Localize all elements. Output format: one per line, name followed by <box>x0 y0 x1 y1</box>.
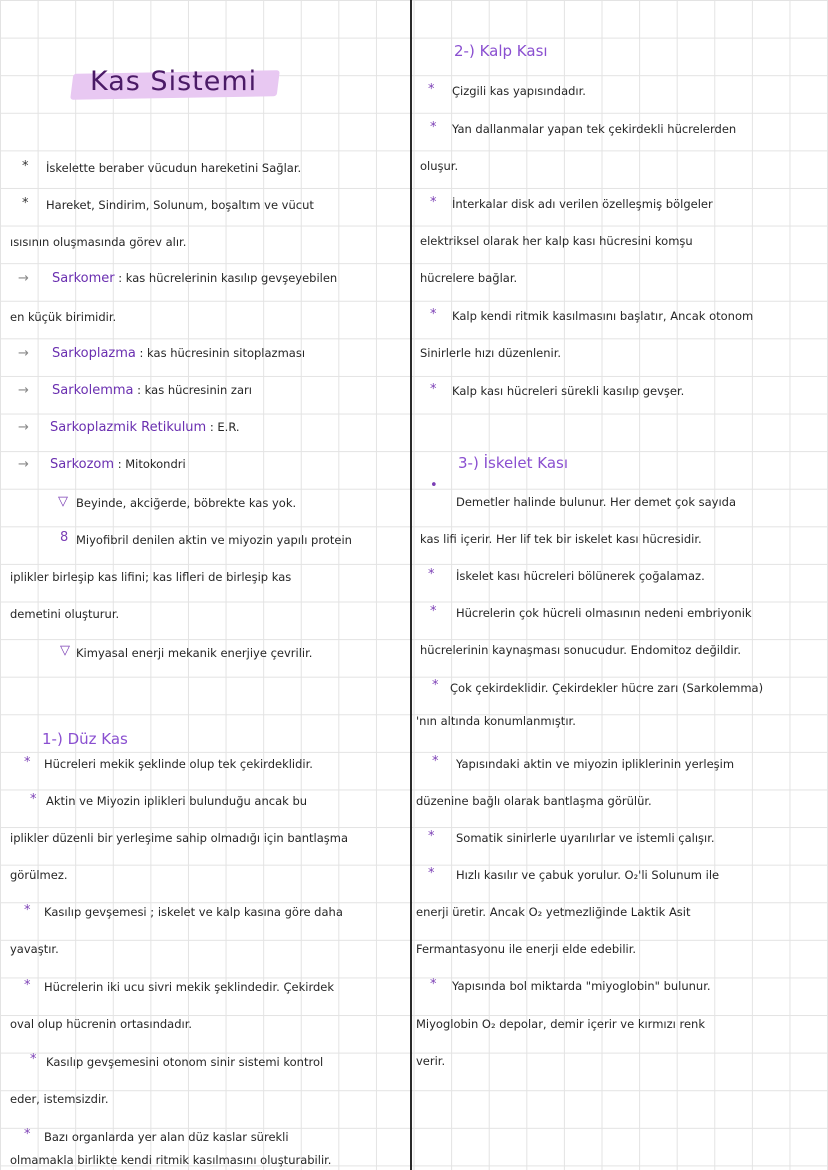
section-1-line: görülmez. <box>10 868 68 882</box>
section-1-title: 1-) Düz Kas <box>42 730 128 748</box>
section-1-line: Bazı organlarda yer alan düz kaslar sürekli <box>44 1130 289 1144</box>
section-3-line: düzenine bağlı olarak bantlaşma görülür. <box>416 794 652 808</box>
definition-item <box>52 382 252 399</box>
definition-text: : E.R. <box>209 420 240 434</box>
section-3-line: enerji üretir. Ancak O₂ yetmezliğinde Laktik Asit <box>416 905 691 919</box>
section-3-line: Fermantasyonu ile enerji elde edebilir. <box>416 942 637 956</box>
section-3-line: Yapısındaki aktin ve miyozin ipliklerinin yerleşim <box>456 757 735 771</box>
triangle-bullet: ▽ <box>58 494 68 509</box>
section-1-line: Kasılıp gevşemesi ; iskelet ve kalp kasına göre daha <box>44 905 343 919</box>
intro-line: İskelette beraber vücudun hareketini Sağlar. <box>46 161 302 175</box>
star-bullet: * <box>428 567 435 582</box>
section-3-title: 3-) İskelet Kası <box>458 454 568 472</box>
section-3-line: kas lifi içerir. Her lif tek bir iskelet kası hücresidir. <box>420 532 702 546</box>
star-bullet: * <box>428 82 435 97</box>
page-title: Kas Sistemi <box>90 66 258 97</box>
star-bullet: * <box>432 678 439 693</box>
star-bullet: * <box>432 754 439 769</box>
note-line: demetini oluşturur. <box>10 607 120 621</box>
section-3-line: Yapısında bol miktarda "miyoglobin" bulunur. <box>452 979 711 993</box>
intro-line: ısısının oluşmasında görev alır. <box>10 235 187 249</box>
section-3-line: Demetler halinde bulunur. Her demet çok sayıda <box>456 495 737 509</box>
section-2-title: 2-) Kalp Kası <box>454 42 548 60</box>
section-3-line: Hızlı kasılır ve çabuk yorulur. O₂'li Solunum ile <box>456 868 720 882</box>
star-bullet: * <box>428 866 435 881</box>
star-bullet: * <box>30 792 37 807</box>
note-line: Miyofibril denilen aktin ve miyozin yapılı protein <box>76 533 352 547</box>
section-1-line: yavaştır. <box>10 942 59 956</box>
section-3-line: İskelet kası hücreleri bölünerek çoğalamaz. <box>456 569 705 583</box>
definition-item <box>50 419 240 436</box>
star-bullet: * <box>430 195 437 210</box>
arrow-bullet: → <box>18 420 29 435</box>
definition-text: : Mitokondri <box>117 457 186 471</box>
sarkomer-line-2: en küçük birimidir. <box>10 310 117 324</box>
section-3-line: verir. <box>416 1054 446 1068</box>
section-1-line: olmamakla birlikte kendi ritmik kasılmasını oluşturabilir. <box>10 1153 332 1167</box>
sarkomer-line <box>52 270 337 287</box>
star-bullet: * <box>430 382 437 397</box>
dot-bullet: • <box>430 478 438 493</box>
definition-term: Sarkoplazmik Retikulum <box>50 420 207 435</box>
star-bullet: * <box>24 903 31 918</box>
section-3-line: hücrelerinin kaynaşması sonucudur. Endomitoz değildir. <box>420 643 742 657</box>
section-1-line: Aktin ve Miyozin iplikleri bulunduğu ancak bu <box>46 794 308 808</box>
star-bullet: * <box>428 829 435 844</box>
section-1-line: eder, istemsizdir. <box>10 1092 109 1106</box>
eight-bullet: 8 <box>60 530 69 545</box>
definition-text: : kas hücresinin sitoplazması <box>139 346 306 360</box>
section-3-line: Somatik sinirlerle uyarılırlar ve istemli çalışır. <box>456 831 715 845</box>
sarkomer-text: : kas hücrelerinin kasılıp gevşeyebilen <box>118 271 338 285</box>
section-2-line: Kalp kası hücreleri sürekli kasılıp gevşer. <box>452 384 685 398</box>
intro-line: Hareket, Sindirim, Solunum, boşaltım ve vücut <box>46 198 314 212</box>
note-line: Kimyasal enerji mekanik enerjiye çevrilir. <box>76 646 313 660</box>
star-bullet: * <box>24 755 31 770</box>
note-line: iplikler birleşip kas lifini; kas lifleri de birleşip kas <box>10 570 292 584</box>
section-1-line: Hücreleri mekik şeklinde olup tek çekirdeklidir. <box>44 757 313 771</box>
section-3-line: Hücrelerin çok hücreli olmasının nedeni embriyonik <box>456 606 752 620</box>
definition-text: : kas hücresinin zarı <box>137 383 252 397</box>
definition-term: Sarkoplazma <box>52 346 136 361</box>
section-1-line: Hücrelerin iki ucu sivri mekik şeklindedir. Çekirdek <box>44 980 335 994</box>
star-bullet: * <box>430 604 437 619</box>
section-2-line: Kalp kendi ritmik kasılmasını başlatır, Ancak otonom <box>452 309 754 323</box>
triangle-bullet: ▽ <box>60 643 70 658</box>
section-1-line: oval olup hücrenin ortasındadır. <box>10 1017 193 1031</box>
section-2-line: Çizgili kas yapısındadır. <box>452 84 586 98</box>
column-divider <box>410 0 412 1170</box>
section-3-line: 'nın altında konumlanmıştır. <box>416 714 576 728</box>
section-2-line: elektriksel olarak her kalp kası hücresini komşu <box>420 234 693 248</box>
star-bullet: * <box>24 1127 31 1142</box>
definition-item <box>52 345 305 362</box>
definition-term: Sarkozom <box>50 457 115 472</box>
section-2-line: İnterkalar disk adı verilen özelleşmiş bölgeler <box>452 197 713 211</box>
section-2-line: Sinirlerle hızı düzenlenir. <box>420 346 562 360</box>
definition-item <box>50 456 186 473</box>
star-bullet: * <box>30 1052 37 1067</box>
note-line: Beyinde, akciğerde, böbrekte kas yok. <box>76 496 297 510</box>
star-bullet: * <box>430 307 437 322</box>
arrow-bullet: → <box>18 457 29 472</box>
section-3-line: Miyoglobin O₂ depolar, demir içerir ve kırmızı renk <box>416 1017 705 1031</box>
section-1-line: iplikler düzenli bir yerleşime sahip olmadığı için bantlaşma <box>10 831 348 845</box>
section-1-line: Kasılıp gevşemesini otonom sinir sistemi kontrol <box>46 1055 324 1069</box>
section-3-line: Çok çekirdeklidir. Çekirdekler hücre zarı (Sarkolemma) <box>450 681 764 695</box>
star-bullet: * <box>24 978 31 993</box>
star-bullet: * <box>22 159 29 174</box>
arrow-bullet: → <box>18 346 29 361</box>
section-2-line: Yan dallanmalar yapan tek çekirdekli hücrelerden <box>452 122 737 136</box>
arrow-bullet: → <box>18 271 29 286</box>
star-bullet: * <box>22 196 29 211</box>
definition-term: Sarkolemma <box>52 383 134 398</box>
title-block <box>72 62 278 106</box>
section-2-line: hücrelere bağlar. <box>420 271 518 285</box>
section-2-line: oluşur. <box>420 159 459 173</box>
arrow-bullet: → <box>18 383 29 398</box>
star-bullet: * <box>430 977 437 992</box>
star-bullet: * <box>430 120 437 135</box>
sarkomer-term: Sarkomer <box>52 271 115 286</box>
